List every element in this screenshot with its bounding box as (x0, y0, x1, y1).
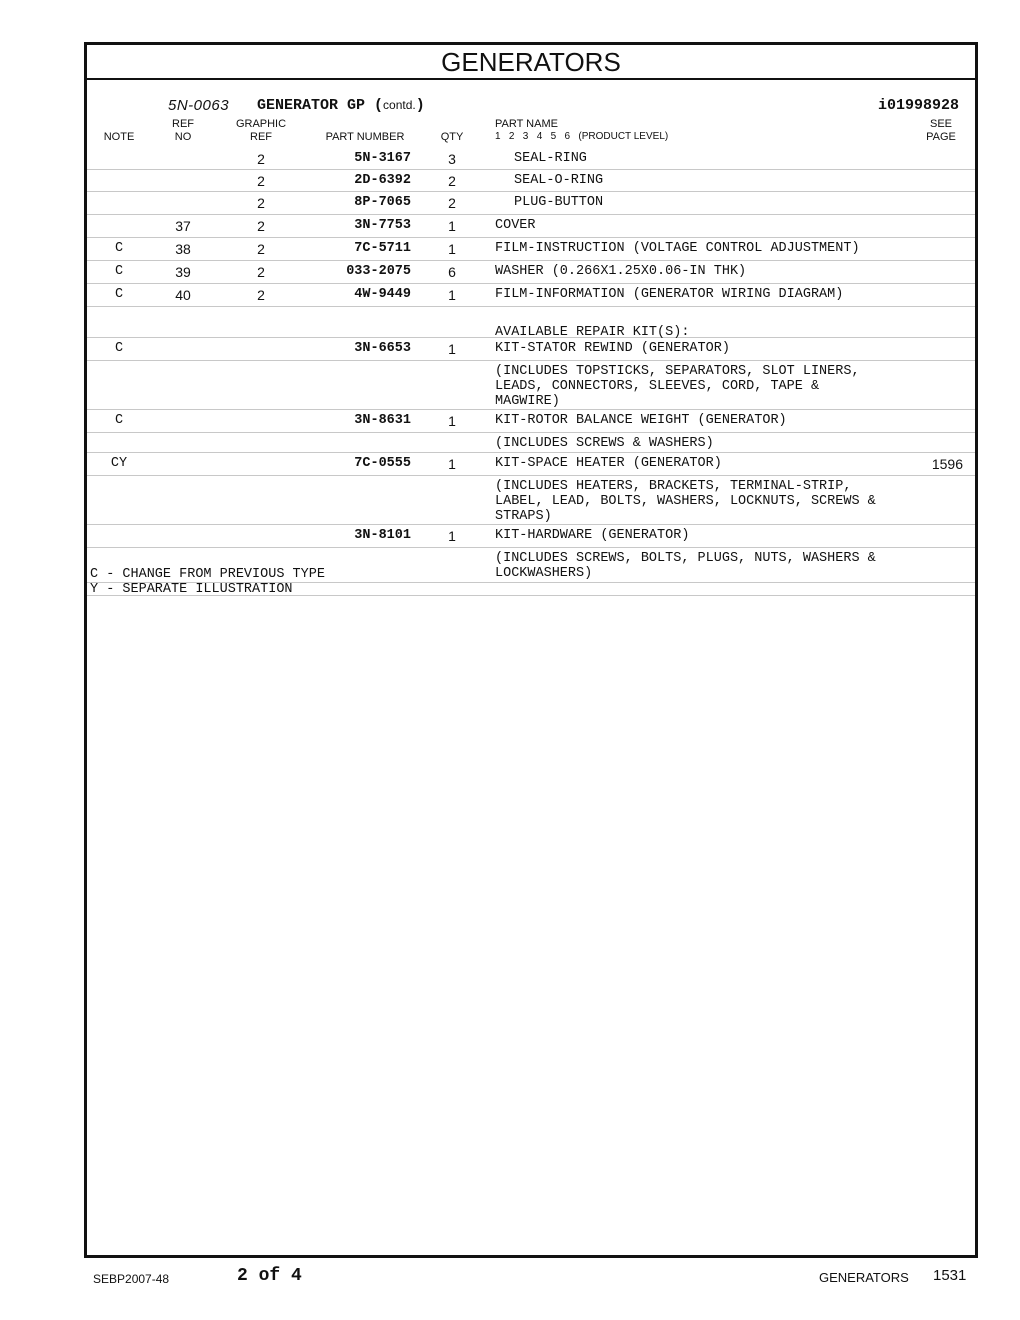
table-row (87, 192, 975, 215)
parts-page-frame (84, 42, 978, 1258)
qty-cell: 1 (448, 341, 456, 357)
qty-cell: 1 (448, 218, 456, 234)
notes-legend (90, 567, 325, 597)
qty-cell: 1 (448, 241, 456, 257)
header-ref-top: REF (172, 118, 194, 130)
part-name-cell: (INCLUDES HEATERS, BRACKETS, TERMINAL-STRIP, LABEL, LEAD, BOLTS, WASHERS, LOCKNUTS, SCREWS & STRAPS) (495, 479, 876, 524)
group-number: 5N-0063 (168, 97, 230, 114)
part-name-cell: WASHER (0.266X1.25X0.06-IN THK) (495, 264, 747, 279)
qty-cell: 2 (448, 173, 456, 189)
table-row (87, 215, 975, 238)
see-page-cell: 1596 (931, 456, 963, 472)
table-row (87, 148, 975, 170)
ref-no-cell: 40 (175, 287, 191, 303)
part-name-cell: KIT-HARDWARE (GENERATOR) (495, 528, 690, 543)
part-name-cell: (INCLUDES TOPSTICKS, SEPARATORS, SLOT LINERS, LEADS, CONNECTORS, SLEEVES, CORD, TAPE & MAGWIRE) (495, 364, 860, 409)
part-name-cell: AVAILABLE REPAIR KIT(S): (495, 325, 690, 340)
ref-no-cell: 38 (175, 241, 191, 257)
note-change: C - CHANGE FROM PREVIOUS TYPE (90, 567, 325, 582)
table-row (87, 476, 975, 525)
header-ref-bottom: NO (174, 131, 192, 143)
table-row (87, 361, 975, 410)
part-name-cell: SEAL-O-RING (514, 173, 604, 188)
note-cell: C (114, 264, 124, 279)
part-name-cell: PLUG-BUTTON (514, 195, 604, 210)
part-name-cell: FILM-INSTRUCTION (VOLTAGE CONTROL ADJUSTMENT) (495, 241, 860, 256)
part-number-cell: 3N-6653 (354, 341, 411, 356)
header-graphic-top: GRAPHIC (235, 118, 287, 130)
header-see-bottom: PAGE (926, 131, 956, 143)
graphic-ref-cell: 2 (257, 218, 265, 234)
qty-cell: 2 (448, 195, 456, 211)
part-number-cell: 7C-5711 (354, 241, 411, 256)
group-name (257, 97, 425, 117)
page-title: GENERATORS (87, 45, 975, 80)
illustration-id: i01998928 (877, 97, 959, 114)
footer-doc-number: SEBP2007-48 (93, 1272, 170, 1286)
graphic-ref-cell: 2 (257, 287, 265, 303)
header-graphic-bottom: REF (250, 131, 272, 143)
graphic-ref-cell: 2 (257, 241, 265, 257)
qty-cell: 1 (448, 413, 456, 429)
part-name-cell: KIT-ROTOR BALANCE WEIGHT (GENERATOR) (495, 413, 787, 428)
qty-cell: 6 (448, 264, 456, 280)
table-row (87, 170, 975, 192)
note-cell: C (114, 413, 124, 428)
qty-cell: 1 (448, 287, 456, 303)
ref-no-cell: 39 (175, 264, 191, 280)
part-number-cell: 7C-0555 (354, 456, 411, 471)
table-row (87, 525, 975, 548)
part-number-cell: 2D-6392 (354, 173, 411, 188)
graphic-ref-cell: 2 (257, 173, 265, 189)
table-row (87, 410, 975, 433)
table-row (87, 307, 975, 338)
part-name-cell: (INCLUDES SCREWS & WASHERS) (495, 436, 714, 451)
part-number-cell: 8P-7065 (354, 195, 411, 210)
footer-section: GENERATORS (819, 1270, 909, 1285)
graphic-ref-cell: 2 (257, 151, 265, 167)
group-contd: contd. (383, 98, 416, 112)
part-name-cell: SEAL-RING (514, 151, 587, 166)
header-note: NOTE (103, 131, 135, 143)
table-row (87, 238, 975, 261)
part-number-cell: 3N-8631 (354, 413, 411, 428)
table-row (87, 433, 975, 453)
table-row (87, 338, 975, 361)
note-cell: C (114, 241, 124, 256)
table-row (87, 284, 975, 307)
note-separate-illustration: Y - SEPARATE ILLUSTRATION (90, 582, 293, 597)
qty-cell: 1 (448, 528, 456, 544)
header-part-number: PART NUMBER (325, 131, 405, 143)
graphic-ref-cell: 2 (257, 195, 265, 211)
part-number-cell: 033-2075 (346, 264, 411, 279)
part-number-cell: 3N-8101 (354, 528, 411, 543)
part-name-cell: (INCLUDES SCREWS, BOLTS, PLUGS, NUTS, WASHERS & LOCKWASHERS) (495, 551, 876, 581)
note-cell: CY (110, 456, 128, 471)
notes-divider (87, 595, 975, 596)
part-number-cell: 4W-9449 (354, 287, 411, 302)
group-name-text: GENERATOR GP ( (257, 97, 384, 114)
header-qty: QTY (440, 131, 464, 143)
parts-table (87, 148, 975, 583)
part-number-cell: 5N-3167 (354, 151, 411, 166)
footer-page-of: 2 of 4 (237, 1266, 302, 1286)
qty-cell: 3 (448, 151, 456, 167)
qty-cell: 1 (448, 456, 456, 472)
header-product-levels: 1 2 3 4 5 6 (PRODUCT LEVEL) (495, 131, 669, 142)
part-name-cell: KIT-STATOR REWIND (GENERATOR) (495, 341, 730, 356)
note-cell: C (114, 341, 124, 356)
note-cell: C (114, 287, 124, 302)
ref-no-cell: 37 (175, 218, 191, 234)
part-name-cell: KIT-SPACE HEATER (GENERATOR) (495, 456, 722, 471)
table-row (87, 261, 975, 284)
table-row (87, 453, 975, 476)
group-close: ) (415, 97, 425, 114)
part-number-cell: 3N-7753 (354, 218, 411, 233)
part-name-cell: FILM-INFORMATION (GENERATOR WIRING DIAGRAM) (495, 287, 844, 302)
header-see-top: SEE (929, 118, 952, 130)
footer-page-number: 1531 (933, 1267, 967, 1284)
part-name-cell: COVER (495, 218, 536, 233)
graphic-ref-cell: 2 (257, 264, 265, 280)
header-part-name: PART NAME (495, 118, 558, 130)
